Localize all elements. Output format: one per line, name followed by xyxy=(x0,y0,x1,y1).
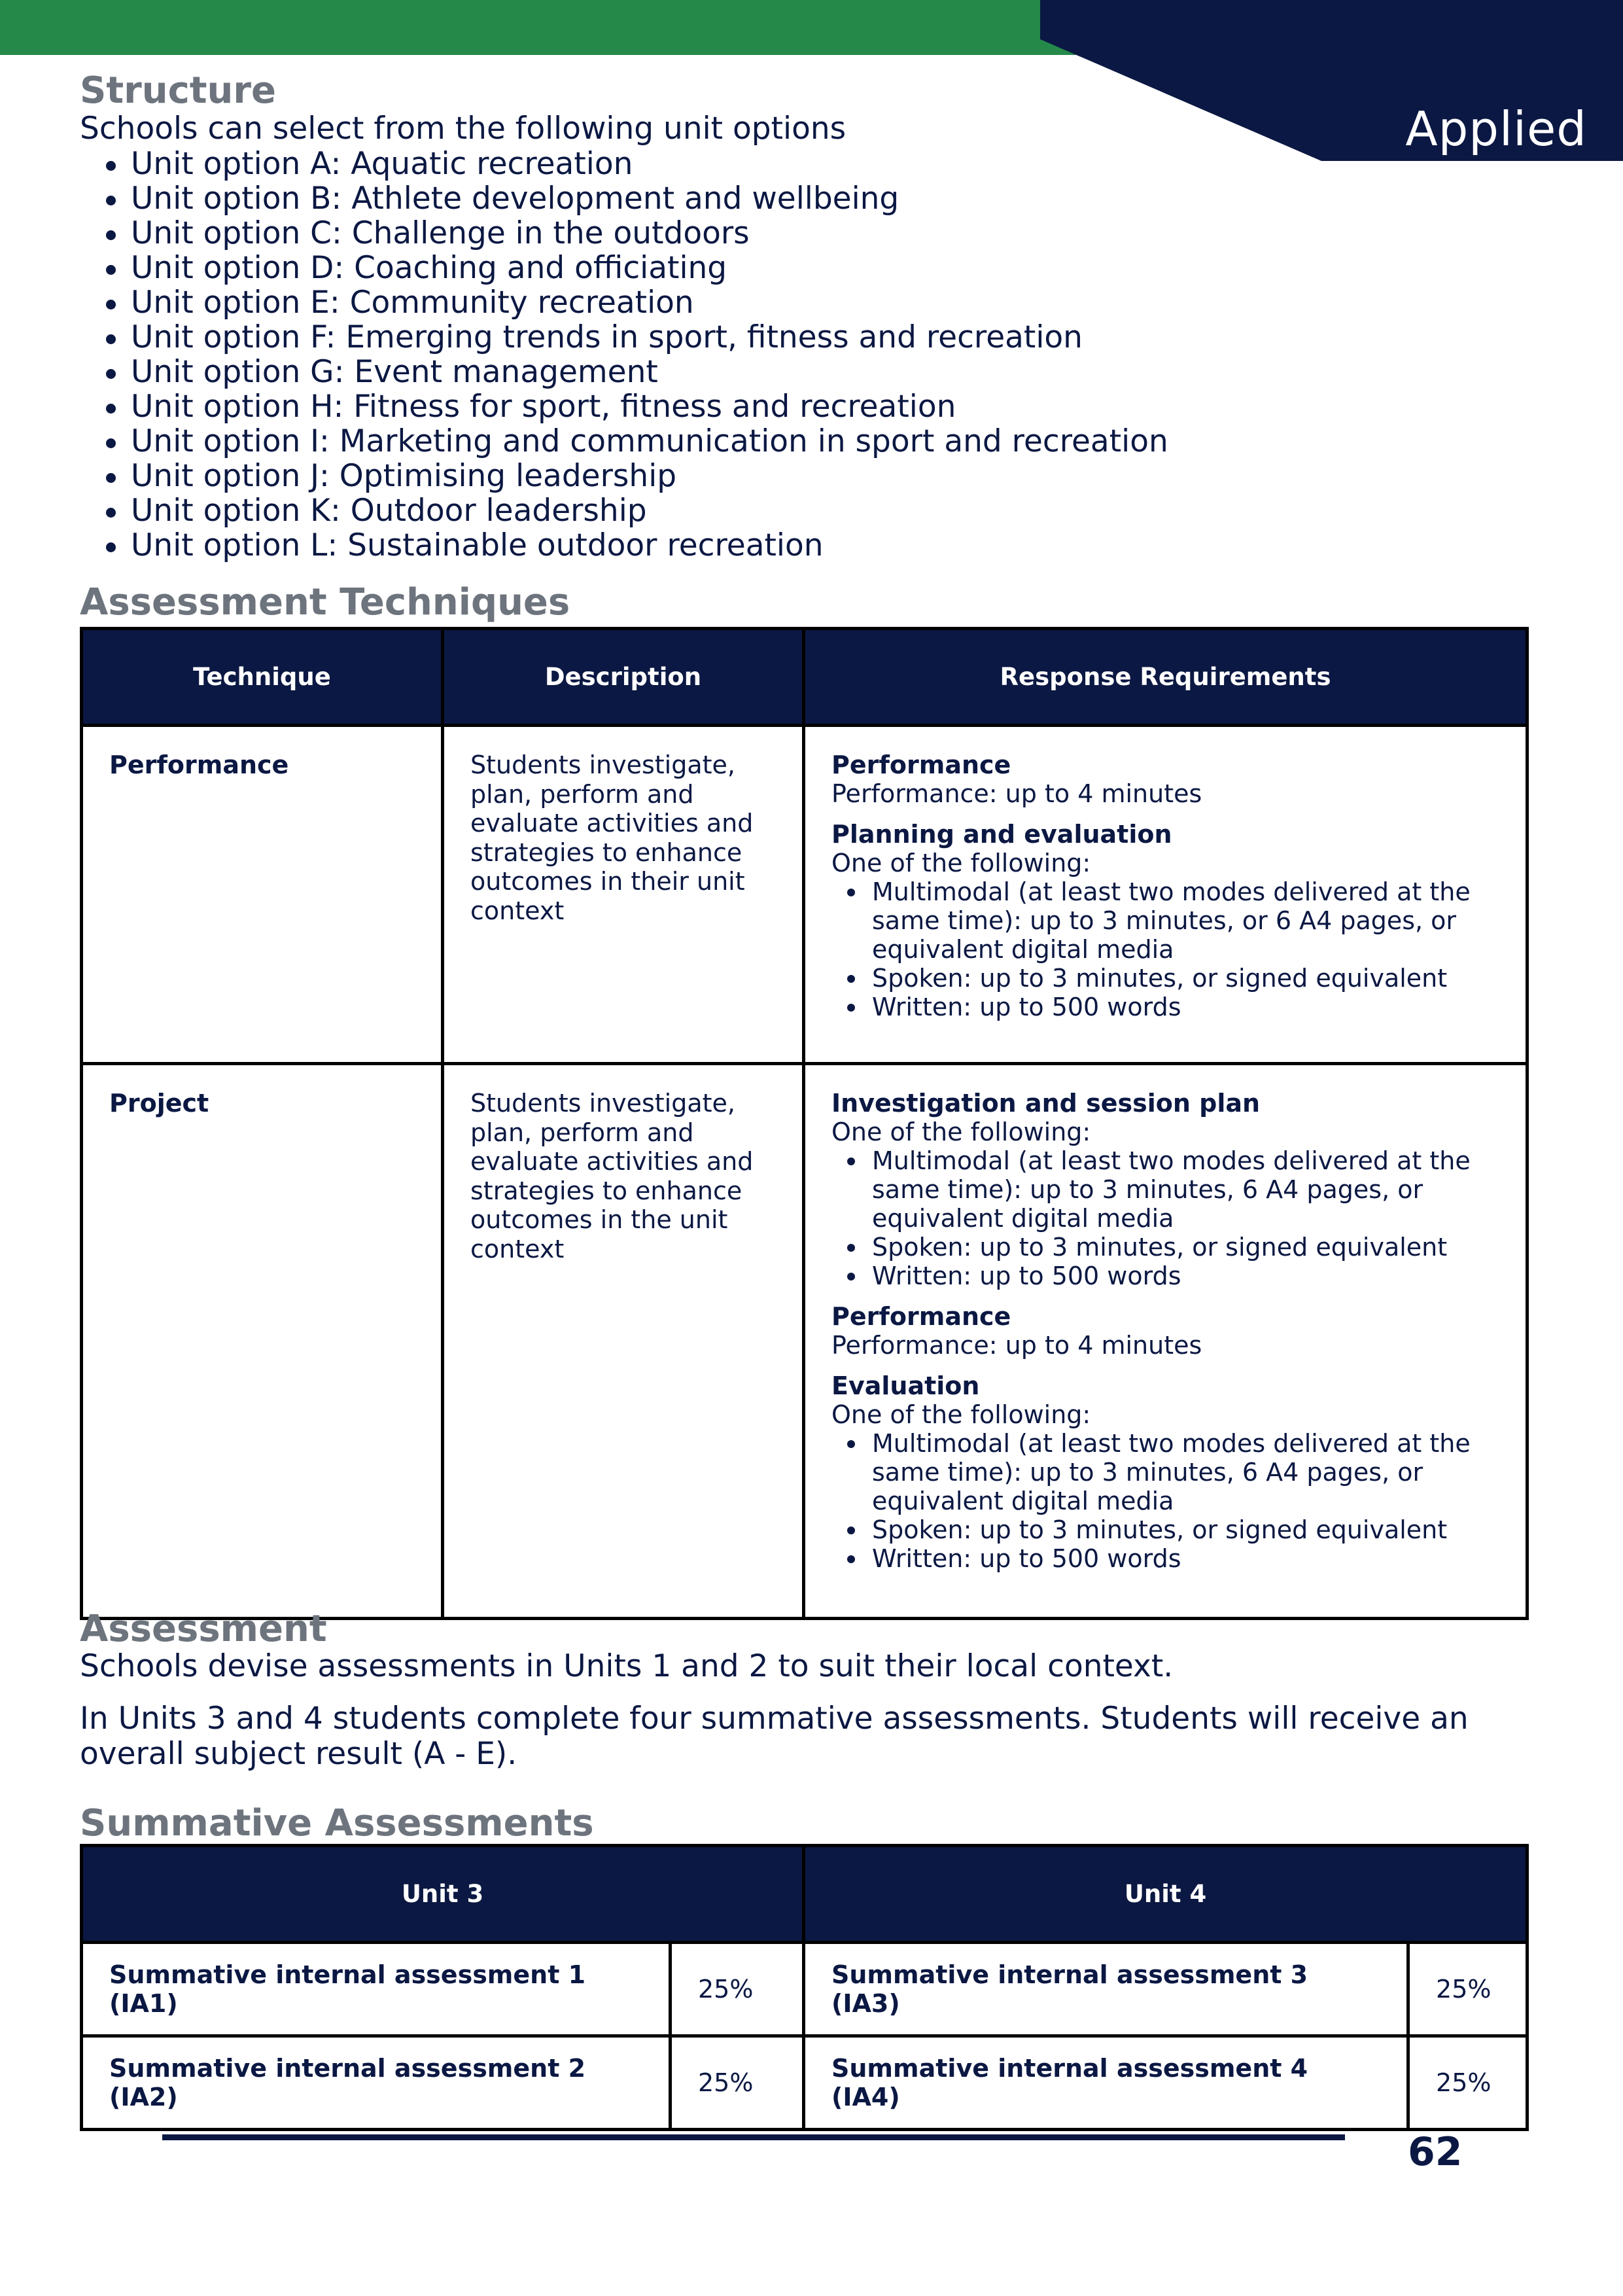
list-item: Unit option B: Athlete development and wellbeing xyxy=(105,181,1526,216)
techniques-table-wrap xyxy=(80,627,1526,1620)
techniques-table xyxy=(80,627,1529,1620)
requirement-list xyxy=(831,1429,1499,1573)
assessment-label: Summative internal assessment 3 (IA3) xyxy=(804,1943,1408,2036)
column-header-description: Description xyxy=(443,629,804,726)
section-title: Investigation and session plan xyxy=(831,1089,1261,1118)
section-text: One of the following: xyxy=(831,849,1091,877)
assessment-section xyxy=(80,1610,1526,1772)
section-text: One of the following: xyxy=(831,1400,1091,1429)
requirement-list xyxy=(831,1146,1499,1290)
section-text: Performance: up to 4 minutes xyxy=(831,1331,1202,1360)
techniques-section xyxy=(80,580,1526,626)
description-cell: Students investigate, plan, perform and evaluate activities and strategies to enhance outcomes in the unit context xyxy=(443,1064,804,1619)
list-item: Unit option J: Optimising leadership xyxy=(105,459,1526,493)
list-item: Unit option C: Challenge in the outdoors xyxy=(105,216,1526,251)
column-header-technique: Technique xyxy=(82,629,443,726)
table-row xyxy=(82,726,1527,1064)
section-title: Performance xyxy=(831,1302,1011,1331)
list-item: Unit option H: Fitness for sport, fitness and recreation xyxy=(105,389,1526,424)
description-cell: Students investigate, plan, perform and evaluate activities and strategies to enhance outcomes in their unit context xyxy=(443,726,804,1064)
summative-heading: Summative Assessments xyxy=(80,1802,594,1845)
assessment-heading: Assessment xyxy=(80,1608,327,1650)
technique-cell: Performance xyxy=(82,726,443,1064)
list-item: Spoken: up to 3 minutes, or signed equivalent xyxy=(845,1233,1499,1262)
structure-section xyxy=(80,68,1526,563)
column-header-unit-3: Unit 3 xyxy=(82,1846,804,1943)
list-item: Written: up to 500 words xyxy=(845,1262,1499,1290)
table-row xyxy=(82,2036,1527,2130)
table-row xyxy=(82,1943,1527,2036)
section-text: Performance: up to 4 minutes xyxy=(831,779,1202,808)
technique-cell: Project xyxy=(82,1064,443,1619)
section-text: One of the following: xyxy=(831,1118,1091,1146)
list-item: Spoken: up to 3 minutes, or signed equivalent xyxy=(845,1515,1499,1544)
list-item: Unit option G: Event management xyxy=(105,355,1526,389)
assessment-label: Summative internal assessment 2 (IA2) xyxy=(82,2036,671,2130)
section-title: Performance xyxy=(831,751,1011,779)
list-item: Multimodal (at least two modes delivered at the same time): up to 3 minutes, or 6 A4 pages, or equivalent digital media xyxy=(845,877,1499,964)
response-cell xyxy=(804,1064,1527,1619)
unit-options-list xyxy=(80,147,1526,563)
summative-table xyxy=(80,1844,1529,2131)
list-item: Unit option I: Marketing and communication in sport and recreation xyxy=(105,424,1526,459)
assessment-weight: 25% xyxy=(671,1943,804,2036)
assessment-paragraph-1: Schools devise assessments in Units 1 and 2 to suit their local context. xyxy=(80,1648,1174,1684)
list-item: Written: up to 500 words xyxy=(845,1544,1499,1573)
assessment-weight: 25% xyxy=(1408,1943,1527,2036)
list-item: Unit option E: Community recreation xyxy=(105,285,1526,320)
summative-table-wrap xyxy=(80,1844,1526,2131)
list-item: Unit option F: Emerging trends in sport, fitness and recreation xyxy=(105,320,1526,355)
structure-intro: Schools can select from the following unit options xyxy=(80,111,846,147)
list-item: Multimodal (at least two modes delivered at the same time): up to 3 minutes, 6 A4 pages, or equivalent digital media xyxy=(845,1429,1499,1515)
assessment-paragraph-2: In Units 3 and 4 students complete four summative assessments. Students will receive an overall subject result (A - E). xyxy=(80,1701,1469,1772)
techniques-heading: Assessment Techniques xyxy=(80,581,570,624)
column-header-response: Response Requirements xyxy=(804,629,1527,726)
page-number: 62 xyxy=(1408,2129,1463,2175)
list-item: Unit option D: Coaching and officiating xyxy=(105,251,1526,285)
requirement-list xyxy=(831,877,1499,1021)
list-item: Multimodal (at least two modes delivered at the same time): up to 3 minutes, 6 A4 pages, or equivalent digital media xyxy=(845,1146,1499,1233)
assessment-label: Summative internal assessment 1 (IA1) xyxy=(82,1943,671,2036)
category-label: Applied xyxy=(1405,101,1587,156)
assessment-weight: 25% xyxy=(1408,2036,1527,2130)
column-header-unit-4: Unit 4 xyxy=(804,1846,1527,1943)
list-item: Spoken: up to 3 minutes, or signed equivalent xyxy=(845,964,1499,993)
list-item: Unit option K: Outdoor leadership xyxy=(105,493,1526,528)
table-row xyxy=(82,1064,1527,1619)
list-item: Written: up to 500 words xyxy=(845,993,1499,1021)
summative-section xyxy=(80,1801,1526,1846)
footer-rule xyxy=(162,2134,1345,2140)
response-cell xyxy=(804,726,1527,1064)
section-title: Planning and evaluation xyxy=(831,820,1172,849)
section-title: Evaluation xyxy=(831,1371,980,1400)
structure-heading: Structure xyxy=(80,69,277,112)
assessment-label: Summative internal assessment 4 (IA4) xyxy=(804,2036,1408,2130)
assessment-weight: 25% xyxy=(671,2036,804,2130)
list-item: Unit option A: Aquatic recreation xyxy=(105,147,1526,181)
list-item: Unit option L: Sustainable outdoor recreation xyxy=(105,528,1526,563)
